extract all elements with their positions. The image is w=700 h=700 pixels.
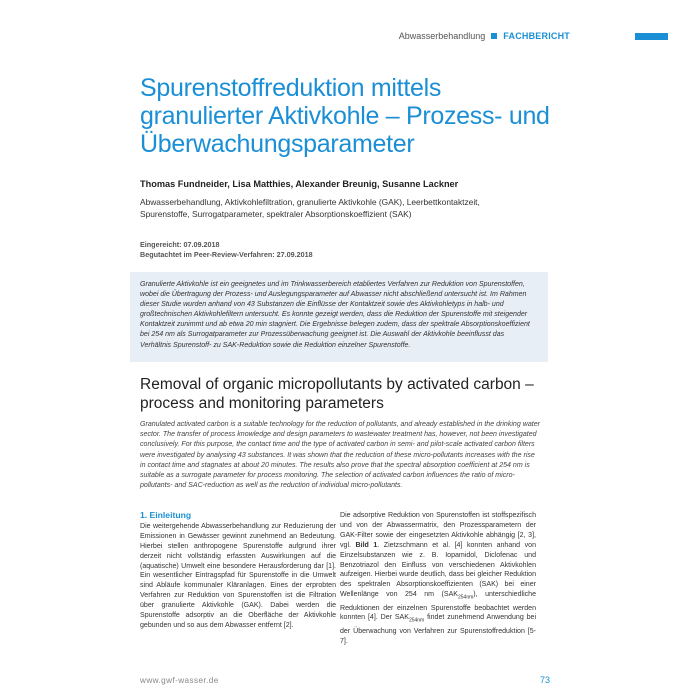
abstract-english: Granulated activated carbon is a suitable technology for the reduction of pollutants, and already established in the drinking water sector. The transfer of process knowledge and design parameters to wastewater treatment has, however, not been investigated conclusively. For this purpose, the contact time and the type of activated carbon in semi- and pilot-scale activated carbon filters were investigated by analysing 43 substances. It was shown that the reduction of these micro-pollutants increases with the rise in contact time and stagnates at about 20 minutes. The results also prove that the spectral absorption coefficient at 254 nm is suitable as a surrogate parameter for process monitoring. The selection of activated carbon influences the ratio of micro-pollutants- and SAC-reduction as well as the reduction of individual micro-pollutants. <box>140 421 540 490</box>
authors: Thomas Fundneider, Lisa Matthies, Alexander Breunig, Susanne Lackner <box>140 179 459 189</box>
header-section: Abwasserbehandlung <box>398 31 486 41</box>
submitted-date: Eingereicht: 07.09.2018 <box>140 240 220 249</box>
running-header <box>399 31 570 41</box>
column-left <box>140 511 336 631</box>
figure-reference: Bild 1 <box>355 541 378 549</box>
page-number: 73 <box>539 675 550 685</box>
header-square-icon <box>491 33 497 39</box>
header-accent-bar <box>635 33 668 40</box>
column-right <box>340 511 536 647</box>
article-title: Spurenstoffreduktion mittels granulierter Aktivkohle – Prozess- und Überwachungsparameter <box>140 74 550 158</box>
keywords: Abwasserbehandlung, Aktivkohlefiltration, granulierte Aktivkohle (GAK), Leerbettkontaktzeit, Spurenstoffe, Surrogatparameter, spektraler Absorptionskoeffizient (SAK) <box>140 197 480 219</box>
footer-url: www.gwf-wasser.de <box>140 676 219 685</box>
body-paragraph: Die weitergehende Abwasserbehandlung zur Reduzierung der Emissionen in Gewässer gewinnt zunehmend an Bedeutung. Hierbei stellen anthropogene Spurenstoffe aufgrund ihrer derzeit nicht vollständig erfassten Auswirkungen auf die (aquatische) Umwelt eine besondere Herausforderung dar [1]. Ein wesentlicher Eintragspfad für Spurenstoffe in die Umwelt sind Abläufe kommunaler Kläranlagen. Eines der erprobten Verfahren zur Reduktion von Spurenstoffen ist die Filtration über granulierte Aktivkohle (GAK). Dabei werden die Spurenstoffe adsorptiv an die Oberfläche der Aktivkohle gebunden und so aus dem Abwasser entfernt [2]. <box>140 522 336 629</box>
dates <box>140 240 313 259</box>
reviewed-date: Begutachtet im Peer-Review-Verfahren: 27.09.2018 <box>140 249 313 259</box>
body-paragraph-right: Die adsorptive Reduktion von Spurenstoffen ist stoffspezifisch und von der Abwassermatrix, den Prozessparametern der GAK-Filter sowie der eingesetzten Aktivkohle abhängig [2, 3], vgl. Bild 1. Zietzschmann et al. [4] konnten anhand von Einzelsubstanzen wie z. B. Iopamidol, Diclofenac und Benzotriazol den Einfluss von verschiedenen Aktivkohlen aufzeigen. Hierbei wurde deutlich, dass bei gleicher Reduktion des spektralen Absorptionskoeffizienten (SAK) bei einer Wellenlänge von 254 nm $(SAK_{254nm})$, unterschiedliche Reduktionen der einzelnen Spurenstoffe beobachtet werden konnten [4]. Der $SAK_{254nm}$ findet zunehmend Anwendung bei der Überwachung von Verfahren zur Spurenstoffreduktion [5-7]. <box>340 512 537 645</box>
section-heading: 1. Einleitung <box>140 510 192 520</box>
abstract-german: Granulierte Aktivkohle ist ein geeignetes und im Trinkwasserbereich etabliertes Verfahren zur Reduktion von Spurenstoffen, wobei die Übertragung der Prozess- und Auslegungsparameter auf Abwasser nicht abschließend untersucht ist. Im Rahmen dieser Studie wurden anhand von 43 Substanzen die Einflüsse der Kontaktzeit sowie des Aktivkohletyps in halb- und großtechnischen Aktivkohlefiltern untersucht. Es konnte gezeigt werden, dass die Reduktion der Spurenstoffe mit steigender Kontaktzeit zunimmt und ab etwa 20 min stagniert. Die Ergebnisse belegen zudem, dass der spektrale Absorptionskoeffizient bei 254 nm als Surrogatparameter zur Prozessüberwachung geeignet ist. Die Auswahl der Aktivkohle beeinflusst das Verhältnis Spurenstoff- zu SAK-Reduktion sowie die Reduktion einzelner Spurenstoffe. <box>130 272 548 362</box>
header-category: FACHBERICHT <box>503 31 570 41</box>
english-title: Removal of organic micropollutants by activated carbon – process and monitoring parameters <box>140 376 534 412</box>
